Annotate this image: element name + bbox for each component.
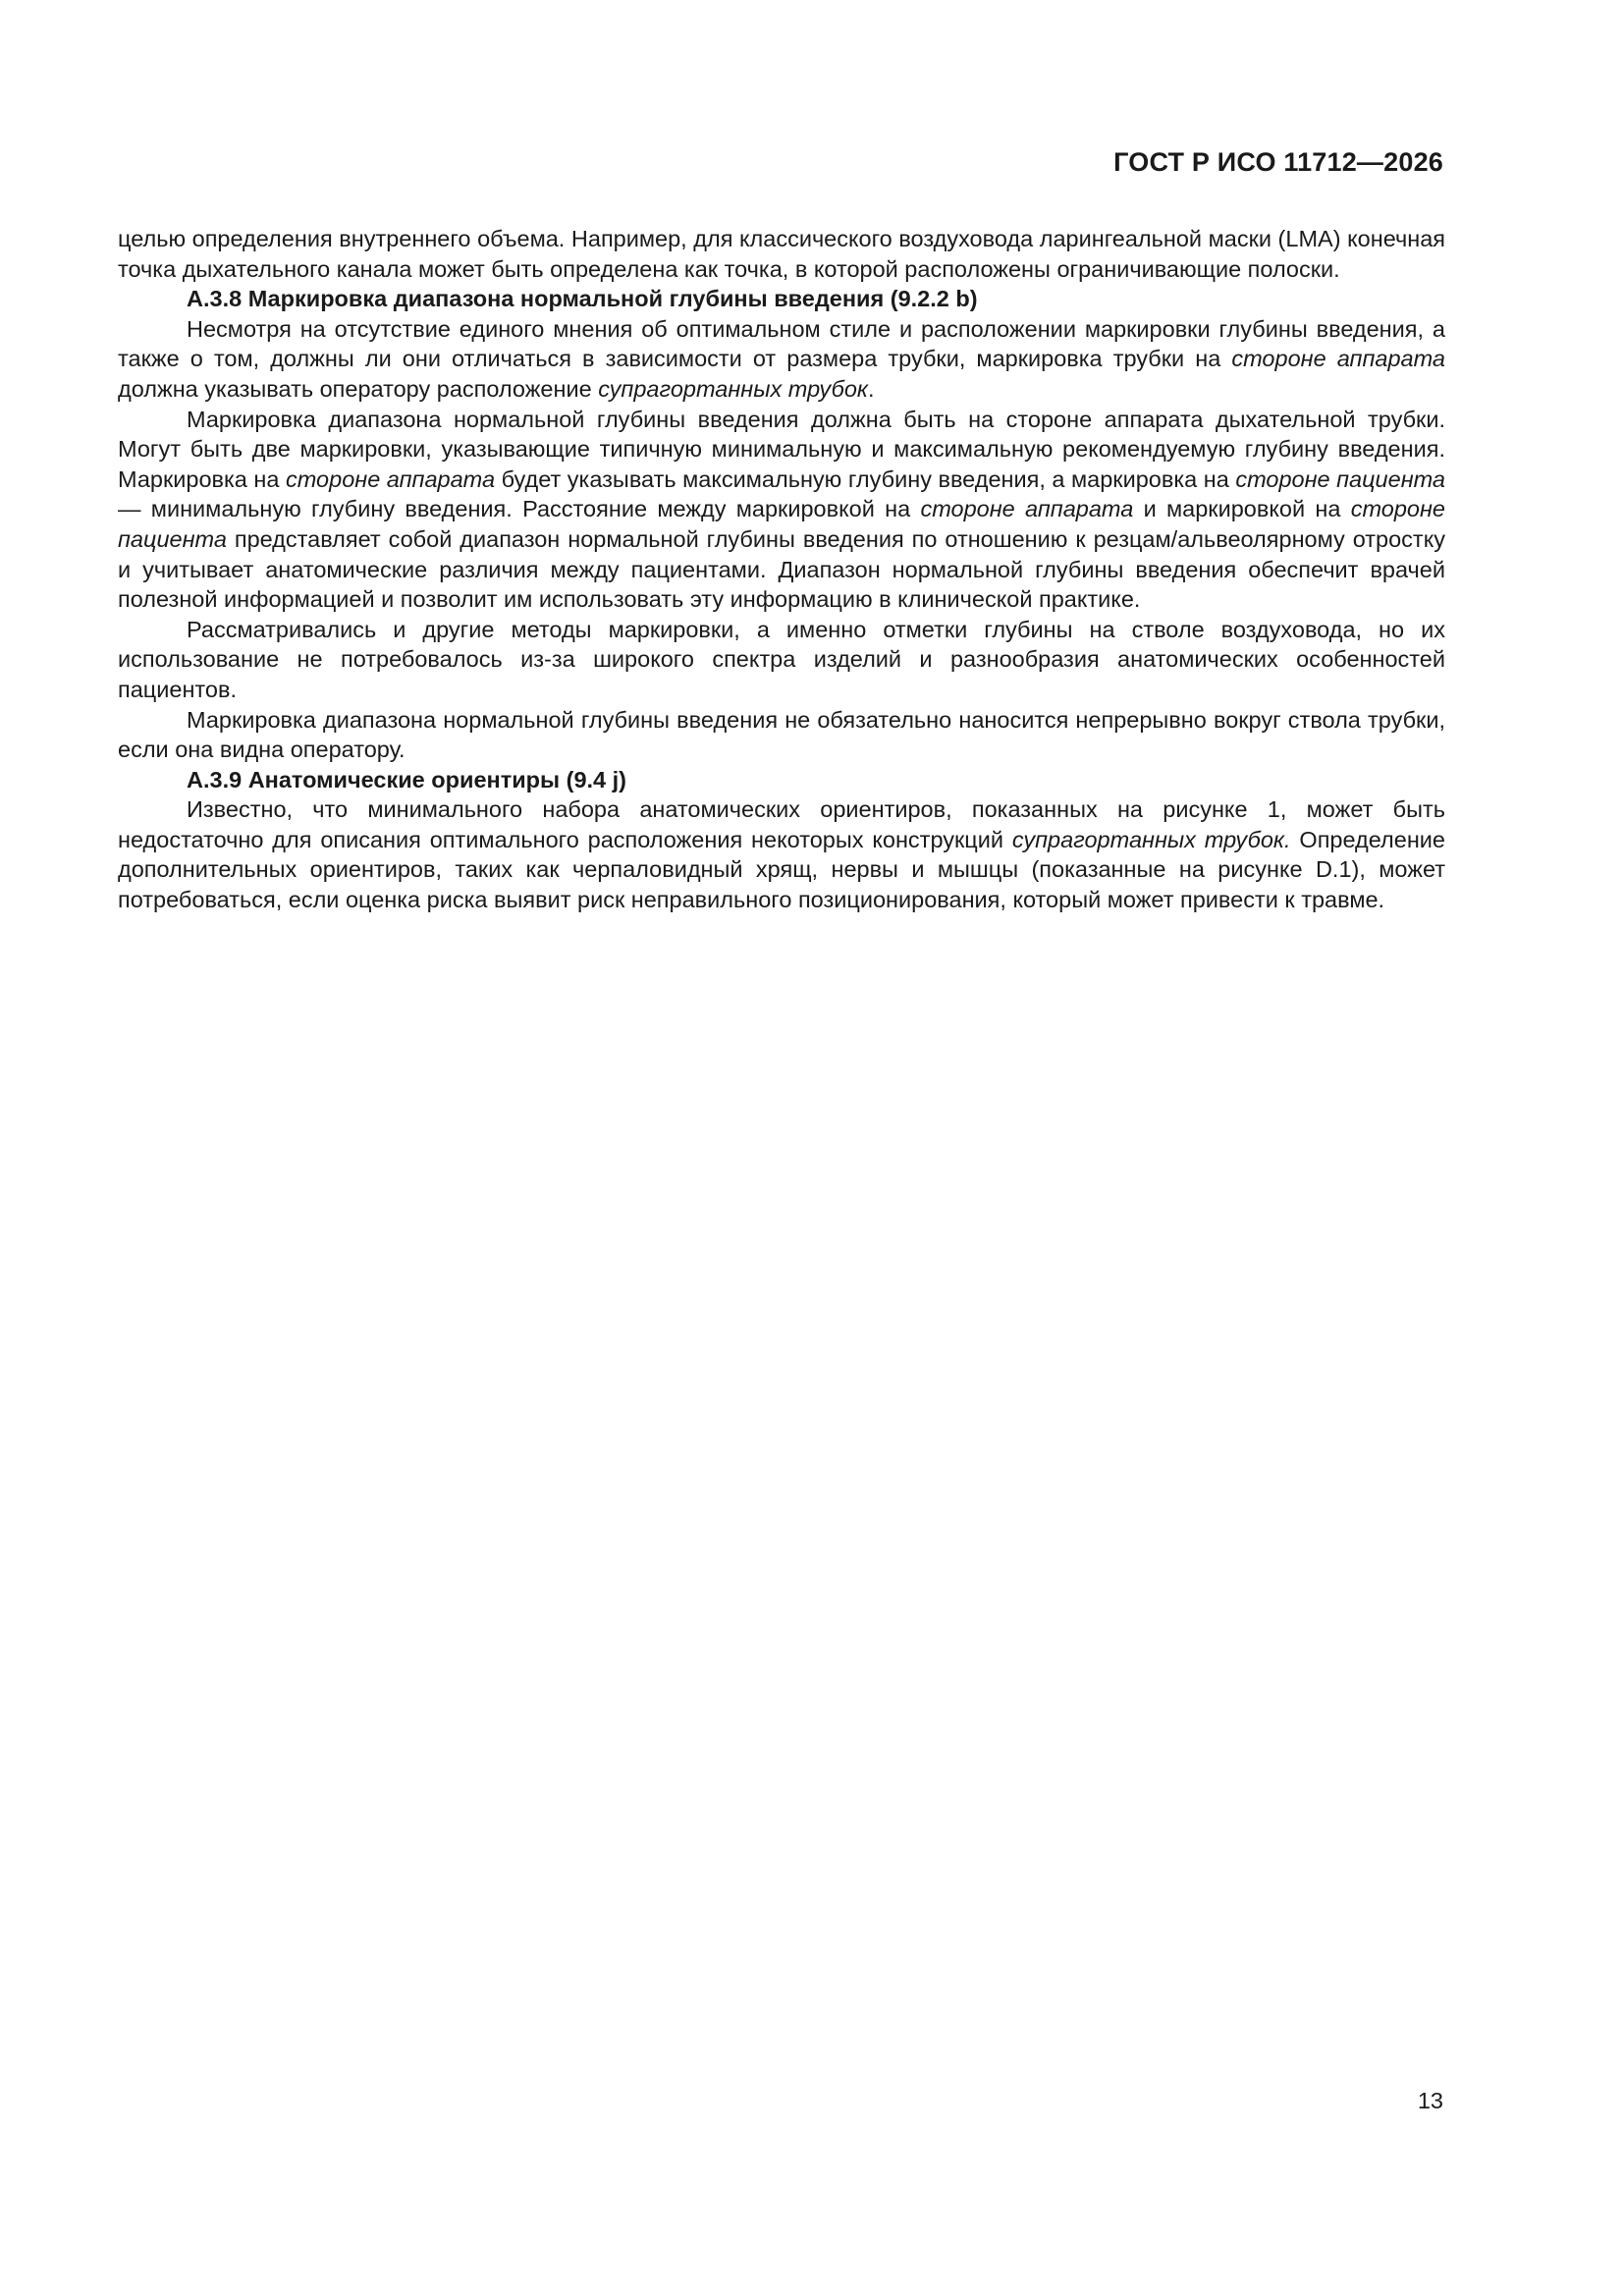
text-run: . — [868, 375, 875, 402]
text-run: целью определения внутреннего объема. Например, для классического воздуховода ларингеальной маски (LMA) конечная точка дыхательного канала может быть определена как точка, в которой расположены ограничивающие полоски. — [118, 226, 1445, 282]
text-run: Маркировка диапазона нормальной глубины введения должна быть на стороне аппарата дыхательной трубки. Могут быть две маркировки, указывающие типичную минимальную и максимальную рекомендуемую глубину введения. Маркировка на — [118, 406, 1445, 492]
text-run: Несмотря на отсутствие единого мнения об оптимальном стиле и расположении маркировки глубины введения, а также о том, должны ли они отличаться в зависимости от размера трубки, маркировка трубки на — [118, 315, 1445, 372]
text-run: представляет собой диапазон нормальной глубины введения по отношению к резцам/альвеолярному отростку и учитывает анатомические различия между пациентами. Диапазон нормальной глубины введения обеспечит врачей полезной информацией и позволит им использовать эту информацию в клинической практике. — [118, 525, 1445, 613]
text-run: А.3.9 Анатомические ориентиры (9.4 j) — [187, 766, 626, 793]
text-run: — минимальную глубину введения. Расстояние между маркировкой на — [118, 496, 921, 522]
italic-term: стороне аппарата — [920, 496, 1134, 522]
section-heading — [118, 765, 1445, 795]
body-paragraph — [118, 705, 1445, 765]
body-paragraph — [118, 314, 1445, 405]
body-paragraph — [118, 615, 1445, 705]
body-paragraph — [118, 224, 1445, 284]
text-run: Рассматривались и другие методы маркировки, а именно отметки глубины на стволе воздуховода, но их использование не потребовалось из-за широкого спектра изделий и разнообразия анатомических особенностей пациентов. — [118, 616, 1445, 702]
text-run: Определение дополнительных ориентиров, таких как черпаловидный хрящ, нервы и мышцы (показанные на рисунке D.1), может потребоваться, если оценка риска выявит риск неправильного позиционирования, который может привести к травме. — [118, 826, 1446, 913]
body-paragraph — [118, 794, 1445, 914]
text-run: А.3.8 Маркировка диапазона нормальной глубины введения (9.2.2 b) — [187, 286, 978, 312]
page-number: 13 — [1417, 2088, 1443, 2113]
section-heading — [118, 284, 1445, 314]
italic-term: стороне аппарата — [286, 465, 496, 492]
italic-term: супрагортанных трубок — [598, 375, 869, 402]
italic-term: стороне пациента — [118, 496, 1445, 552]
italic-term: супрагортанных трубок. — [1011, 826, 1291, 852]
italic-term: стороне пациента — [1235, 465, 1446, 492]
document-body — [118, 224, 1445, 915]
italic-term: стороне аппарата — [1231, 346, 1445, 372]
document-code-header: ГОСТ Р ИСО 11712—2026 — [1113, 147, 1443, 177]
text-run: будет указывать максимальную глубину введения, а маркировка на — [495, 465, 1236, 492]
text-run: должна указывать оператору расположение — [118, 375, 599, 402]
body-paragraph — [118, 405, 1445, 615]
text-run: Маркировка диапазона нормальной глубины введения не обязательно наносится непрерывно вокруг ствола трубки, если она видна оператору. — [118, 706, 1445, 763]
text-run: и маркировкой на — [1133, 496, 1351, 522]
text-run: Известно, что минимального набора анатомических ориентиров, показанных на рисунке 1, может быть недостаточно для описания оптимального расположения некоторых конструкций — [118, 796, 1445, 852]
